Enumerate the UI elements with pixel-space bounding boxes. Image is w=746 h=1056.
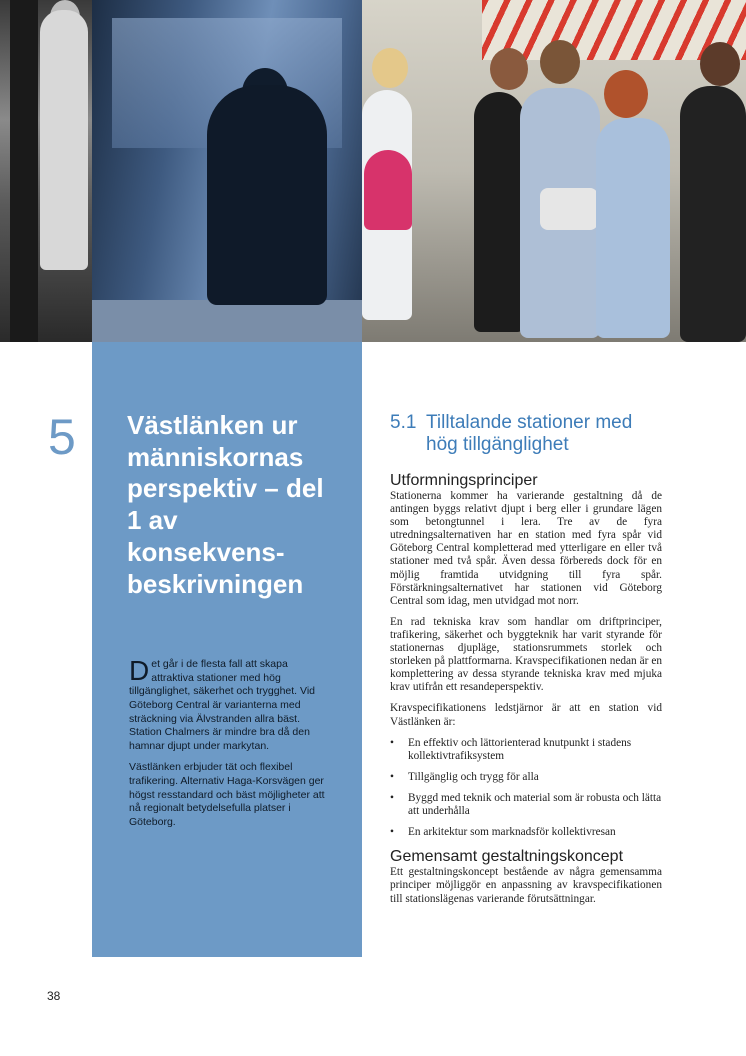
- body-paragraph-2: En rad tekniska krav som handlar om driftprinciper, trafikering, säkerhet och byggteknik har varit styrande för stationernas djupläge, stationsrummets storlek och storleken på plattformarna. Kravspecifikationen nedan är en komplettering av dessa styrande tekniska krav med mjuka krav utifrån ett resandeperspektiv.: [390, 615, 662, 694]
- requirements-list: [390, 737, 662, 840]
- chapter-number: 5: [48, 409, 76, 465]
- subheading-utformningsprinciper: Utformningsprinciper: [390, 471, 538, 489]
- main-column: [390, 412, 662, 906]
- photo-grayscale-section: [0, 0, 92, 342]
- header-photo: [0, 0, 746, 342]
- list-item: • En effektiv och lättorienterad knutpunkt i stadens kollektivtrafiksystem: [390, 736, 632, 762]
- chapter-intro: [129, 655, 329, 838]
- body-paragraph-4: Ett gestaltningskoncept bestående av några gemensamma principer möjliggör en anpassning av kravspecifikationen till stationslägenas varierande förutsättningar.: [390, 866, 662, 905]
- section-number: 5.1: [390, 412, 417, 433]
- subheading-gestaltningskoncept: Gemensamt gestaltningskoncept: [390, 848, 624, 866]
- intro-paragraph-1: Det går i de flesta fall att skapa attraktiva stationer med hög tillgänglighet, säkerhet och trygghet. Vid Göteborg Central är varianterna med sträckning via Älvstranden allra bäst. Station Chalmers är mindre bra då den hamnar djupt under markytan.: [129, 655, 316, 752]
- list-item: • Byggd med teknik och material som är robusta och lätta att underhålla: [390, 791, 662, 817]
- list-item: • En arkitektur som marknadsför kollektivresan: [390, 826, 616, 839]
- list-item: • Tillgänglig och trygg för alla: [390, 770, 539, 783]
- section-heading: [390, 412, 662, 457]
- photo-blue-section: [92, 0, 362, 342]
- chapter-title: Västlänken ur människornas perspektiv – del 1 av konsekvens-beskrivningen: [127, 410, 324, 599]
- section-title: Tilltalande stationer med hög tillgänglighet: [426, 412, 633, 456]
- photo-color-section: [362, 0, 746, 342]
- page-number: 38: [47, 989, 61, 1003]
- intro-paragraph-2: Västlänken erbjuder tät och flexibel trafikering. Alternativ Haga-Korsvägen ger högst resstandard och bäst möjligheter att nå regionalt betydelsefulla platser i Göteborg.: [129, 761, 325, 829]
- drop-cap: D: [129, 655, 150, 686]
- body-paragraph-3: Kravspecifikationens ledstjärnor är att en station vid Västlänken är:: [390, 702, 662, 728]
- body-paragraph-1: Stationerna kommer ha varierande gestaltning då de antingen byggs relativt djupt i berg eller i grundare lägen som betongtunnel i lera. Tre av de fyra utredningsalternativen har en station med fyra spår vid Göteborg Central kompletterad med ytterligare en eller två stationer med två spår. Även dessa förbereds dock för en möjlig framtida utvidgning till fyra spår. Förstärkningsalternativet har stationen vid Göteborg Central som idag, men utvidgad mot norr.: [390, 490, 662, 607]
